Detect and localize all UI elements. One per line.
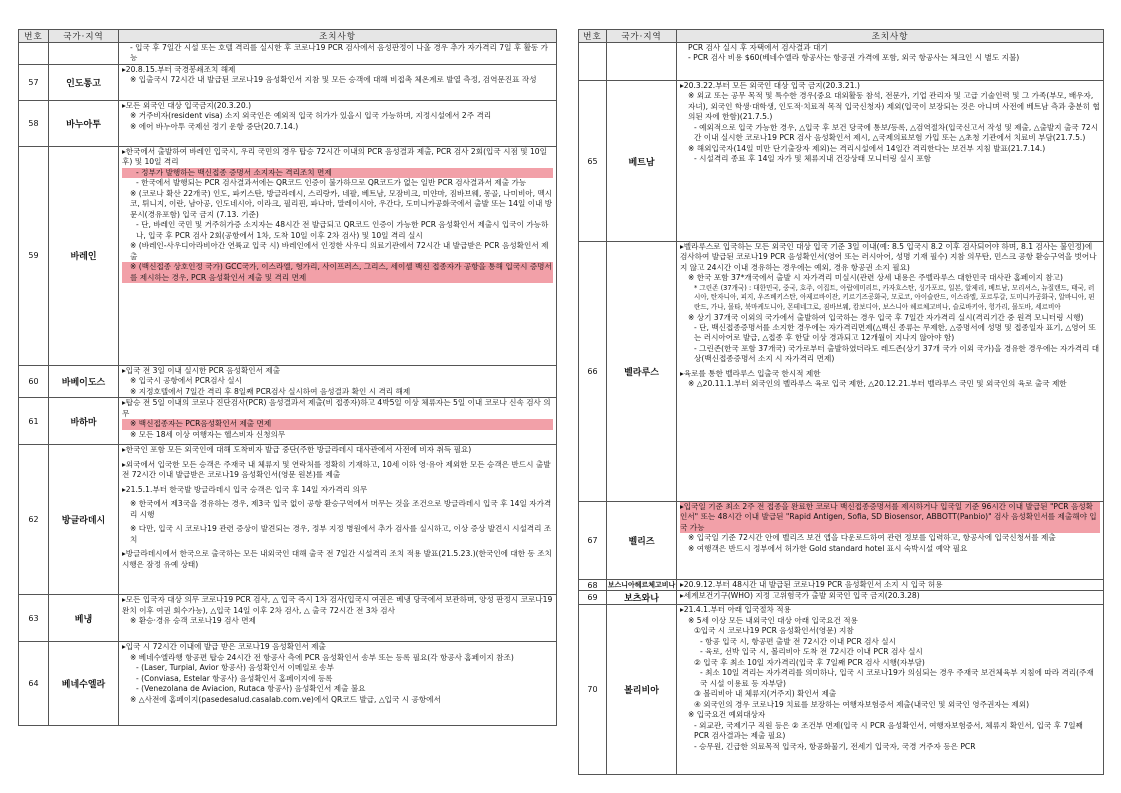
measure-line: ※ 입국일 기준 72시간 안에 벨리즈 보건 앱을 다운로드하여 관련 정보를 입력하고, 항공사에 입국신청서를 제출 [688, 533, 1056, 543]
country-name [607, 43, 677, 81]
measure-line: ▸20.9.12.부터 48시간 내 발급된 코로나19 PCR 음성확인서 소지 시 입국 허용 [680, 580, 943, 589]
row-number: 69 [579, 591, 607, 605]
table-row [19, 595, 557, 642]
country-name: 볼리비아 [607, 605, 677, 775]
measure-line: ③ 볼리비아 내 체류지(거주지) 확인서 제출 [694, 689, 837, 699]
measures-cell [119, 365, 557, 397]
table-row [19, 445, 557, 595]
table-row [579, 81, 1104, 242]
measure-line: ※ 모든 18세 이상 여행자는 헬스비자 신청의무 [130, 429, 286, 439]
table-header-row [19, 30, 557, 43]
measures-cell [119, 595, 557, 642]
header-country: 국가·지역 [607, 30, 677, 43]
measures-cell [677, 580, 1104, 591]
country-name: 방글라데시 [49, 445, 119, 595]
measure-line: ※ 거주비자(resident visa) 소지 외국인은 예외적 입국 허가가 있을시 입국 가능하며, 지정시설에서 2주 격리 [130, 111, 492, 121]
measures-cell [119, 64, 557, 100]
country-name: 보츠와나 [607, 591, 677, 605]
measures-cell [677, 591, 1104, 605]
measure-line: ※ 한국 포함 37*개국에서 출발 시 자가격리 미실시(관련 상세 내용은 주벨라루스 대한민국 대사관 홈페이지 참고) [688, 273, 1063, 283]
measures-cell [119, 642, 557, 726]
row-number: 57 [19, 64, 49, 100]
measure-line: ▸21.5.1.부터 한국발 방글라데시 입국 승객은 입국 후 14일 자가격리 의무 [122, 484, 368, 494]
measure-line: ※ △20.11.1.부터 외국인의 벨라루스 육로 입국 제한, △20.12.21.부터 벨라루스 국민 및 외국인의 육로 출국 제한 [688, 379, 1067, 389]
row-number: 60 [19, 365, 49, 397]
row-number: 59 [19, 146, 49, 365]
measure-line: ▸한국에서 출발하여 바레인 입국시, 우리 국민의 경우 탑승 72시간 이내의 PCR 음성결과 제출, PCR 검사 2회(입국 시점 및 10일 후) 및 10일 격리 [122, 146, 547, 167]
measure-line: ▸세계보건기구(WHO) 지정 고위험국가 출발 외국인 입국 금지(20.3.28) [680, 591, 920, 601]
table-row [579, 502, 1104, 580]
country-name: 베냉 [49, 595, 119, 642]
measure-line: - (Laser, Turpial, Avior 항공사) 음성확인서 이메일로 송부 [136, 663, 334, 673]
measures-cell [677, 605, 1104, 775]
table-row [19, 100, 557, 146]
measure-line: - 육로, 선박 입국 시, 볼리비아 도착 전 72시간 이내 PCR 검사 실시 [700, 647, 923, 657]
country-name: 베네수엘라 [49, 642, 119, 726]
row-number: 67 [579, 502, 607, 580]
right-table-column [578, 29, 1104, 775]
measure-line: ※ △사전에 홈페이지(pasedesalud.casalab.com.ve)에서 QR코드 발급, △입국 시 공항에서 [130, 694, 441, 704]
measure-line: ▸20.8.15.부터 국경봉쇄조치 해제 [122, 64, 236, 74]
table-row [19, 64, 557, 100]
country-name: 벨리즈 [607, 502, 677, 580]
row-number: 70 [579, 605, 607, 775]
country-name [49, 43, 119, 65]
table-row [19, 43, 557, 65]
measure-line: - PCR 검사 비용 $60(베네수엘라 항공사는 항공권 가격에 포함, 외국 항공사는 체크인 시 별도 지불) [688, 53, 1020, 63]
measure-line: ※ 다만, 입국 시 코로나19 관련 증상이 발견되는 경우, 정부 지정 병원에서 추가 검사를 실시하고, 이상 증상 발견시 시설격리 조치 [130, 524, 552, 544]
measure-line: - 한국에서 발행되는 PCR 검사결과서에는 QR코드 인증이 불가하므로 QR코드가 없는 일반 PCR 검사결과서 제출 가능 [136, 178, 527, 188]
measure-line: - 승무원, 긴급한 의료목적 입국자, 항공화물기, 전세기 입국자, 국경 거주자 등은 PCR [694, 741, 976, 751]
measures-cell [119, 146, 557, 365]
row-number: 61 [19, 398, 49, 445]
measure-line: ▸입국 시 72시간 이내에 발급 받은 코로나19 음성확인서 제출 [122, 642, 326, 652]
measure-line: ※ 5세 이상 모든 내외국인 대상 아래 입국요건 적용 [688, 615, 858, 625]
measure-line: - 입국 후 7일간 시설 또는 호텔 격리를 실시한 후 코로나19 PCR 검사에서 음성판정이 나올 경우 추가 자가격리 7일 후 활동 가능 [130, 43, 549, 63]
table-row [579, 605, 1104, 775]
country-name: 바하마 [49, 398, 119, 445]
measure-line: ▸모든 입국자 대상 의무 코로나19 PCR 검사, △ 입국 즉시 1차 검사(입국시 여권은 베냉 당국에서 보관하며, 양성 판정시 코로나19 완치 이후 여권 회수가능), △입국 14일 이후 2차 검사, △ 출국 72시간 전 3차 검사 [122, 595, 553, 615]
measure-line: - 예외적으로 입국 가능한 경우, △입국 후 보건 당국에 통보/등록, △검역절차(입국신고서 작성 및 제출, △출발지 출국 72시간 이내 실시한 코로나19 PCR 검사 음성확인서 제시, △국제의료보험 가입 또는 △초청 기관에서 치료비 부담(21.7.5.) [694, 122, 1099, 143]
measure-line: ▸방글라데시에서 한국으로 출국하는 모든 내외국인 대해 출국 전 7일간 시설격리 조치 적용 발표(21.5.23.)(한국인에 대한 동 조치 시행은 잠정 유예 상태) [122, 549, 552, 569]
table-row [579, 580, 1104, 591]
measure-line: ▸입국 전 3일 이내 실시한 PCR 음성확인서 제출 [122, 365, 281, 375]
row-number: 66 [579, 242, 607, 502]
header-no: 번호 [579, 30, 607, 43]
country-name: 벨라루스 [607, 242, 677, 502]
measure-line: - 단, 백신접종증명서를 소지한 경우에는 자가격리면제(△백신 종류는 무제한, △증명서에 성명 및 접종일자 표기, △영어 또는 러시아어로 발급, △접종 후 한달 이상 경과되고 12개월이 지나지 않아야 함) [694, 322, 1096, 343]
table-row [19, 365, 557, 397]
header-no: 번호 [19, 30, 49, 43]
measure-line: ② 입국 후 최소 10일 자가격리(입국 후 7일째 PCR 검사 시행(자부담) [694, 657, 925, 667]
measure-line: ▸한국인 포함 모든 외국인에 대해 도착비자 발급 중단(주한 방글라데시 대사관에서 사전에 비자 취득 필요) [122, 445, 472, 455]
measure-line: ※ 지정호텔에서 7일간 격리 후 8일째 PCR검사 실시하여 음성결과 확인 시 격리 해제 [130, 386, 411, 396]
measure-line: ▸탑승 전 5일 이내의 코로나 진단검사(PCR) 음성결과서 제출(비 접종자)하고 4박5일 이상 체류자는 5일 이내 코로나 신속 검사 의무 [122, 398, 551, 418]
country-name: 바베이도스 [49, 365, 119, 397]
measures-cell [677, 502, 1104, 580]
measure-line: ▸모든 외국인 대상 입국금지(20.3.20.) [122, 100, 252, 110]
row-number [579, 43, 607, 81]
header-measures: 조치사항 [677, 30, 1104, 43]
measure-line: - 정부가 발행하는 백신접종 증명서 소지자는 격리조치 면제 [122, 168, 553, 178]
row-number: 65 [579, 81, 607, 242]
table-row [579, 242, 1104, 502]
measure-line: ※ 상기 37개국 이외의 국가에서 출발하여 입국하는 경우 입국 후 7일간 자가격리 실시(격리기간 중 원격 모니터링 시행) [688, 312, 1084, 322]
measure-line: PCR 검사 실시 후 자택에서 검사결과 대기 [688, 43, 828, 52]
measure-line: - 시설격리 종료 후 14일 자가 및 체류지내 건강상태 모니터링 실시 포함 [694, 154, 932, 164]
measure-line: ▸20.3.22.부터 모든 외국인 대상 입국 금지(20.3.21.) [680, 81, 860, 90]
measure-line: ※ 베네수엘라행 항공편 탑승 24시간 전 항공사 측에 PCR 음성확인서 송부 또는 등록 필요(각 항공사 홈페이지 참조) [130, 652, 514, 662]
table-row [19, 642, 557, 726]
measure-line: ※ 여행객은 반드시 정부에서 허가한 Gold standard hotel 표시 숙박시설 예약 필요 [688, 543, 968, 553]
measures-cell [677, 242, 1104, 502]
measures-cell [119, 445, 557, 595]
measure-line: ※ (코로나 확산 22개국) 인도, 파키스탄, 방글라데시, 스리랑카, 네팔, 베트남, 모잠비크, 미얀마, 짐바브웨, 몽골, 나미비아, 멕시코, 튀니지, 이란, 남아공, 인도네시아, 이라크, 필리핀, 파나마, 말레이시아, 우간다, 도미니카공화국에서 출발 또는 14일 이내 방문시(경유포함) 입국 금지 (7.13. 기준) [130, 188, 553, 219]
table-row [579, 591, 1104, 605]
measure-line: ※ 에어 바누아투 국제선 정기 운항 중단(20.7.14.) [130, 121, 299, 131]
country-name: 바레인 [49, 146, 119, 365]
left-table-column [18, 29, 557, 726]
measure-line: - (Conviasa, Estelar 항공사) 음성확인서 홈페이지에 등록 [136, 673, 333, 683]
measure-line: ※ 입국시 공항에서 PCR검사 실시 [130, 376, 242, 386]
measures-cell [677, 81, 1104, 242]
measure-line: ▸육로를 통한 벨라루스 입출국 한시적 제한 [680, 368, 821, 378]
measure-line: ※ 한국에서 제3국을 경유하는 경우, 제3국 입국 없이 공항 환승구역에서 머무는 것을 조건으로 방글라데시 입국 후 14일 자가격리 시행 [130, 499, 552, 519]
country-name: 인도통고 [49, 64, 119, 100]
measure-line: - (Venezolana de Aviacion, Rutaca 항공사) 음성확인서 제출 불요 [136, 684, 366, 694]
row-number: 68 [579, 580, 607, 591]
table-header-row [579, 30, 1104, 43]
measure-line: ①입국 시 코로나19 PCR 음성확인서(영문) 지참 [694, 626, 854, 636]
measure-line: ▸외국에서 입국한 모든 승객은 주재국 내 체류지 및 연락처를 정확히 기재하고, 10세 이하 영·유아 제외한 모든 승객은 반드시 출발전 72시간 이내 발급받은 코로나19 음성확인서(영문 원본)를 제출 [122, 459, 551, 480]
measure-line: ※ 환승·경유 승객 코로나19 검사 면제 [130, 616, 256, 626]
table-row [19, 146, 557, 365]
measure-line: - 항공 입국 시, 항공편 출발 전 72시간 이내 PCR 검사 실시 [700, 636, 896, 646]
measure-line: ※ 외교 또는 공무 목적 및 특수한 경우(중요 대외활동 참석, 전문가, 기업 관리자 및 고급 기술인력 및 그 가족(부모, 배우자, 자녀), 외국인 학생·대학생, 인도적·치료적 목적 입국신청자) 제외(입국이 보장되는 것은 아니며 사전에 베트남 측과 충분히 협의된 자에 한함)(21.7.5.) [688, 91, 1100, 122]
row-number: 58 [19, 100, 49, 146]
measure-line: * 그린존 (37개국) : 대한민국, 중국, 호주, 이집트, 아랍에미리트, 카자흐스탄, 싱가포르, 일본, 알제리, 베트남, 모리셔스, 뉴질랜드, 태국, 러시아, 탄자니아, 피지, 우즈베키스탄, 아제르바이잔, 키르기즈공화국, 모로코, 아이슬란드, 이스라엘, 포르투갈, 도미니카공화국, 알바니아, 핀란드, 가나, 몰타, 북마케도니아, 몬테네그로, 짐바브웨, 캄보디아, 보스니아 헤르체고비나, 슬로바키아, 헝가리, 몰도바, 세르비아 [694, 283, 1095, 311]
header-country: 국가·지역 [49, 30, 119, 43]
row-number [19, 43, 49, 65]
country-name: 보스니아헤르체고비나 [607, 581, 676, 590]
measure-line: ▸입국일 기준 최소 2주 전 접종을 완료한 코로나 백신접종증명서를 제시하거나 입국일 기준 96시간 이내 발급된 "PCR 음성확인서" 또는 48시간 이내 발급된 "Rapid Antigen, Sofia, SD Biosensor, ABBOTT(Panbio)" 검사 음성확인서를 제출해야 입국 가능 [680, 502, 1100, 533]
measures-cell [119, 100, 557, 146]
measure-line: - 그린존(한국 포함 37개국) 국가로부터 출발하였더라도 레드존(상기 37개 국가 이외 국가)을 경유한 경우에는 자가격리 대상(백신접종증명서 소지 시 자가격리 면제) [694, 343, 1100, 364]
table-row [579, 43, 1104, 81]
measures-cell [119, 43, 557, 65]
table-row [19, 398, 557, 445]
measure-line: - 단, 바레인 국민 및 거주허가증 소지자는 48시간 전 발급되고 QR코드 인증이 가능한 PCR 음성확인서 제출시 입국이 가능하나, 입국 후 PCR 검사 2회(공항에서 1차, 도착 10일 이후 2차 검사) 및 10일 격리 실시 [136, 220, 549, 240]
measure-line: ※ (바레인-사우디아라비아간 연륙교 입국 시) 바레인에서 인정한 사우디 의료기관에서 72시간 내 발급받은 PCR 음성확인서 제출 [130, 241, 549, 261]
measure-line: ※ (백신접종 상호인정 국가) GCC국가, 이스라엘, 헝가리, 사이프러스, 그리스, 세이셸 백신 접종자가 공항을 통해 입국시 증명서를 제시하는 경우, PCR 음성확인서 제출 및 격리 면제 [122, 262, 553, 283]
table-body-right [579, 43, 1104, 775]
row-number: 63 [19, 595, 49, 642]
row-number: 64 [19, 642, 49, 726]
measures-table-left [18, 29, 557, 726]
country-name: 바누아투 [49, 100, 119, 146]
measure-line: - 외교관, 국제기구 직원 등은 ② 조건부 면제(입국 시 PCR 음성확인서, 여행자보험증서, 체류지 확인서, 입국 후 7일째 PCR 검사결과는 제출 필요) [694, 720, 1083, 741]
measure-line: ▸21.4.1.부터 아래 입국절차 적용 [680, 605, 791, 615]
measures-cell [677, 43, 1104, 81]
header-measures: 조치사항 [119, 30, 557, 43]
measure-line: ④ 외국인의 경우 코로나19 치료를 보장하는 여행자보험증서 제출(내국인 및 외국인 영주권자는 제외) [694, 699, 1030, 709]
measure-line: ※ 백신접종자는 PCR음성확인서 제출 면제 [122, 419, 553, 429]
table-body-left [19, 43, 557, 726]
measure-line: ▸벨라루스로 입국하는 모든 외국인 대상 입국 기준 3일 이내(예: 8.5 입국시 8.2 이후 검사되어야 하며, 8.1 검사는 불인정)에 검사하여 발급된 코로나19 PCR 음성확인서(영어 또는 러시아어, 성명 기재 필수) 지참 의무탄, 민스크 공항 환승구역을 벗어나지 않고 24시간 이내 경유하는 경우에는 예외, 경유 항공권 소지 필요) [680, 242, 1097, 272]
measures-cell [119, 398, 557, 445]
measure-line: ※ 해외입국자(14일 미만 단기출장자 제외)는 격리시설에서 14일간 격리한다는 보건부 지침 발표(21.7.14.) [688, 143, 1046, 153]
measure-line: - 최소 10일 격리는 자가격리를 의미하나, 입국 시 코로나19가 의심되는 경우 주재국 보건체육부 지침에 따라 격리(주재국 시설 이용료 등 자부담) [700, 668, 1094, 688]
measure-line: ※ 입국요건 예외대상자 [688, 710, 766, 720]
country-name: 베트남 [607, 81, 677, 242]
measures-table-right [578, 29, 1104, 775]
row-number: 62 [19, 445, 49, 595]
measure-line: ※ 입출국시 72시간 내 발급된 코로나19 음성확인서 지참 및 모든 승객에 대해 비접촉 체온계로 발열 측정, 검역문진표 작성 [130, 75, 537, 85]
